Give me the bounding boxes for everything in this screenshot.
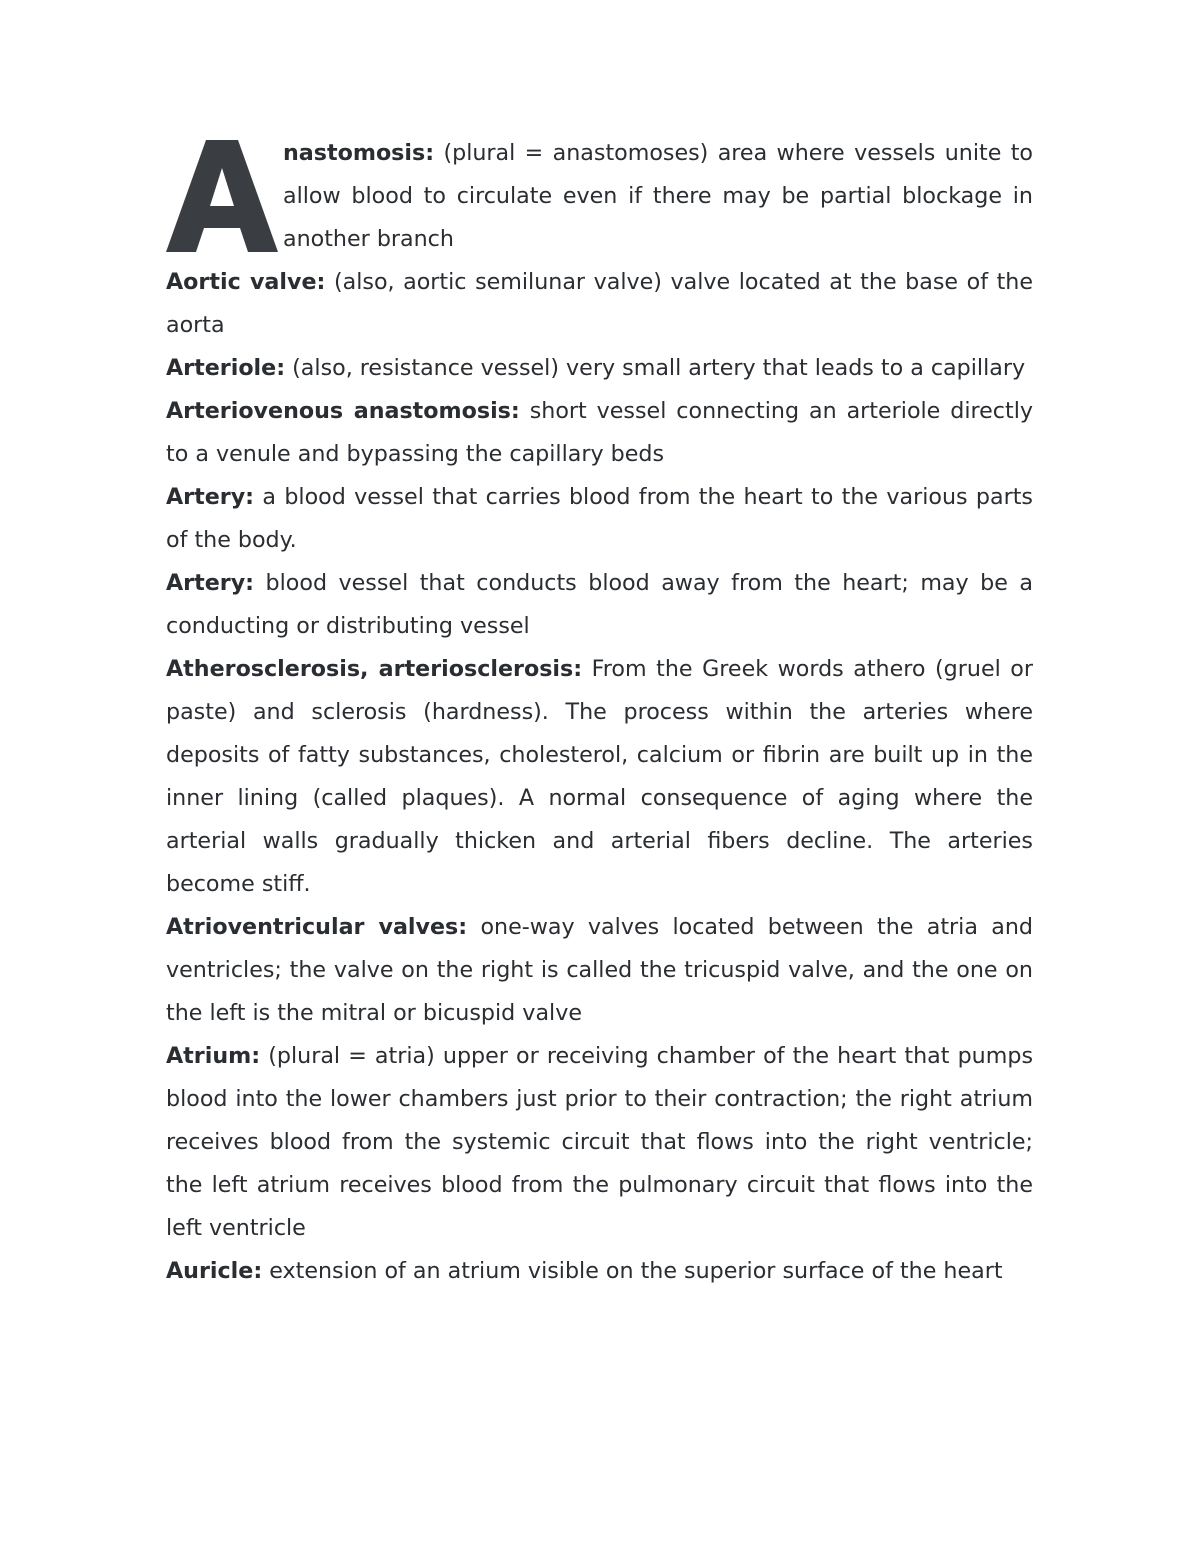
glossary-entry: [166, 261, 1033, 347]
glossary-definition: blood vessel that conducts blood away from the heart; may be a conducting or distributing vessel: [166, 570, 1033, 639]
glossary-list: [166, 261, 1033, 1293]
glossary-definition: From the Greek words athero (gruel or paste) and sclerosis (hardness). The process within the arteries where deposits of fatty substances, cholesterol, calcium or fibrin are built up in the inner lining (called plaques). A normal consequence of aging where the arterial walls gradually thicken and arterial fibers decline. The arteries become stiff.: [166, 656, 1033, 897]
glossary-definition: one-way valves located between the atria and ventricles; the valve on the right is called the tricuspid valve, and the one on the left is the mitral or bicuspid valve: [166, 914, 1033, 1026]
glossary-term: Atrium:: [166, 1043, 261, 1069]
glossary-term: nastomosis:: [283, 140, 435, 166]
glossary-entry: [166, 347, 1033, 390]
glossary-definition: (plural = atria) upper or receiving chamber of the heart that pumps blood into the lower chambers just prior to their contraction; the right atrium receives blood from the systemic circuit that flows into the right ventricle; the left atrium receives blood from the pulmonary circuit that flows into the left ventricle: [166, 1043, 1033, 1241]
glossary-term: Auricle:: [166, 1258, 263, 1284]
glossary-entry: [166, 648, 1033, 906]
glossary-definition: short vessel connecting an arteriole directly to a venule and bypassing the capillary beds: [166, 398, 1033, 467]
glossary-term: Atrioventricular valves:: [166, 914, 468, 940]
glossary-term: Arteriole:: [166, 355, 286, 381]
dropcap-a: [166, 140, 278, 252]
glossary-definition: (plural = anastomoses) area where vessels unite to allow blood to circulate even if there may be partial blockage in another branch: [283, 140, 1033, 252]
glossary-entry: [166, 906, 1033, 1035]
glossary-term: Atherosclerosis, arteriosclerosis:: [166, 656, 583, 682]
glossary-term: Aortic valve:: [166, 269, 326, 295]
glossary-term: Artery:: [166, 484, 255, 510]
glossary-definition: (also, aortic semilunar valve) valve located at the base of the aorta: [166, 269, 1033, 338]
glossary-page: [166, 132, 1033, 1293]
glossary-term: Arteriovenous anastomosis:: [166, 398, 520, 424]
glossary-definition: extension of an atrium visible on the superior surface of the heart: [262, 1258, 1003, 1284]
glossary-entry-anastomosis: [166, 132, 1033, 261]
glossary-entry: [166, 476, 1033, 562]
glossary-entry: [166, 1250, 1033, 1293]
glossary-entry: [166, 562, 1033, 648]
glossary-definition: (also, resistance vessel) very small artery that leads to a capillary: [285, 355, 1026, 381]
glossary-entry: [166, 390, 1033, 476]
glossary-entry: [166, 1035, 1033, 1250]
glossary-definition: a blood vessel that carries blood from the heart to the various parts of the body.: [166, 484, 1033, 553]
glossary-term: Artery:: [166, 570, 255, 596]
